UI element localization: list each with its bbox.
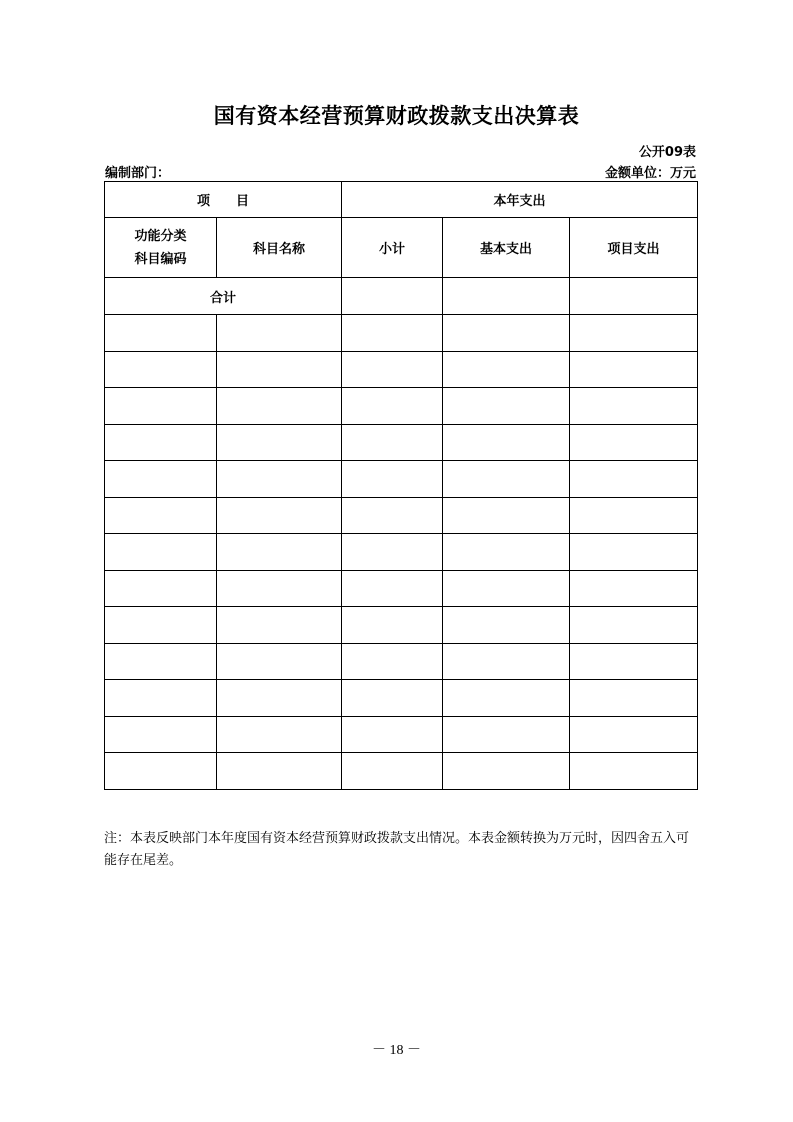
table-row <box>105 461 698 498</box>
table-cell <box>570 388 698 425</box>
footnote: 注：本表反映部门本年度国有资本经营预算财政拨款支出情况。本表金额转换为万元时，因四舍五入可能存在尾差。 <box>104 831 690 868</box>
table-cell <box>342 680 443 717</box>
table-cell <box>105 753 217 790</box>
table-cell <box>570 680 698 717</box>
table-row <box>105 315 698 352</box>
table-cell <box>342 534 443 571</box>
page-number: － 18 － <box>372 1043 421 1058</box>
total-subtotal-cell <box>342 278 443 315</box>
table-cell <box>443 388 570 425</box>
header-row-2 <box>105 218 698 278</box>
table-cell <box>443 680 570 717</box>
table-row <box>105 424 698 461</box>
table-cell <box>443 315 570 352</box>
table-cell <box>105 716 217 753</box>
table-cell <box>570 753 698 790</box>
table-cell <box>217 424 342 461</box>
header-project-expenditure: 项目支出 <box>570 218 698 278</box>
table-row <box>105 497 698 534</box>
table-cell <box>105 607 217 644</box>
table-cell <box>217 497 342 534</box>
table-cell <box>570 607 698 644</box>
table-row <box>105 716 698 753</box>
table-cell <box>217 388 342 425</box>
table-cell <box>105 388 217 425</box>
table-cell <box>105 315 217 352</box>
table-row <box>105 388 698 425</box>
table-cell <box>443 351 570 388</box>
table-cell <box>443 753 570 790</box>
table-cell <box>570 716 698 753</box>
table-row <box>105 680 698 717</box>
table-cell <box>105 497 217 534</box>
table-cell <box>217 461 342 498</box>
table-cell <box>342 716 443 753</box>
table-cell <box>105 351 217 388</box>
table-cell <box>217 570 342 607</box>
table-cell <box>443 534 570 571</box>
unit-label: 金额单位：万元 <box>604 166 696 181</box>
header-function-code-line2: 科目编码 <box>134 251 187 267</box>
header-function-code <box>105 218 217 278</box>
table-cell <box>570 643 698 680</box>
table-cell <box>342 497 443 534</box>
form-number: 公开09表 <box>638 145 696 160</box>
table-cell <box>342 570 443 607</box>
total-row <box>105 278 698 315</box>
table-cell <box>342 388 443 425</box>
header-project: 项 目 <box>105 182 342 218</box>
table-cell <box>443 716 570 753</box>
header-function-code-line1: 功能分类 <box>134 228 187 244</box>
table-cell <box>105 643 217 680</box>
table-cell <box>217 680 342 717</box>
table-row <box>105 643 698 680</box>
header-subject-name: 科目名称 <box>217 218 342 278</box>
table-cell <box>443 424 570 461</box>
table-cell <box>570 424 698 461</box>
total-label: 合计 <box>105 278 342 315</box>
table-row <box>105 570 698 607</box>
total-basic-cell <box>443 278 570 315</box>
total-project-cell <box>570 278 698 315</box>
header-current-year-expenditure: 本年支出 <box>342 182 698 218</box>
table-cell <box>342 753 443 790</box>
table-cell <box>342 461 443 498</box>
table-cell <box>217 351 342 388</box>
table-cell <box>570 461 698 498</box>
header-subtotal: 小计 <box>342 218 443 278</box>
table-cell <box>105 534 217 571</box>
table-cell <box>342 607 443 644</box>
header-row-1 <box>105 182 698 218</box>
table-cell <box>570 351 698 388</box>
table-cell <box>443 461 570 498</box>
table-row <box>105 753 698 790</box>
table-cell <box>342 643 443 680</box>
table-cell <box>105 680 217 717</box>
table-cell <box>570 570 698 607</box>
expenditure-table <box>104 181 698 790</box>
table-cell <box>443 643 570 680</box>
header-basic-expenditure: 基本支出 <box>443 218 570 278</box>
table-cell <box>105 461 217 498</box>
table-cell <box>570 497 698 534</box>
table-cell <box>443 607 570 644</box>
table-cell <box>105 570 217 607</box>
table-cell <box>342 315 443 352</box>
table-cell <box>342 424 443 461</box>
table-cell <box>105 424 217 461</box>
table-cell <box>217 607 342 644</box>
table-row <box>105 534 698 571</box>
table-row <box>105 607 698 644</box>
table-cell <box>217 753 342 790</box>
table-cell <box>217 315 342 352</box>
department-label: 编制部门： <box>105 166 171 181</box>
page-title: 国有资本经营预算财政拨款支出决算表 <box>213 104 580 128</box>
table-cell <box>217 716 342 753</box>
table-cell <box>443 497 570 534</box>
table-row <box>105 351 698 388</box>
table-cell <box>443 570 570 607</box>
table-cell <box>342 351 443 388</box>
table-cell <box>217 643 342 680</box>
table-cell <box>570 534 698 571</box>
table-cell <box>217 534 342 571</box>
table-cell <box>570 315 698 352</box>
data-rows <box>105 315 698 790</box>
